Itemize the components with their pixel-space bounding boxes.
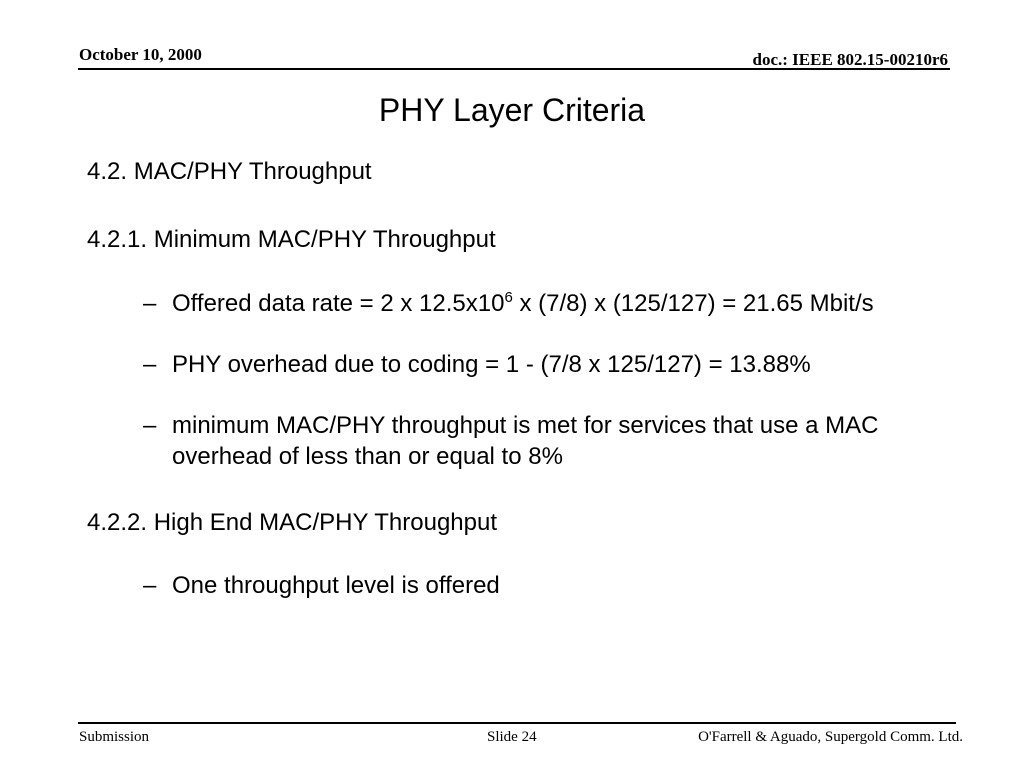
header-date: October 10, 2000 <box>79 45 202 64</box>
bullet-dash: – <box>143 290 157 317</box>
footer-rule <box>78 722 956 724</box>
footer-authors: O'Farrell & Aguado, Supergold Comm. Ltd. <box>698 729 963 745</box>
footer-submission: Submission <box>79 729 150 745</box>
bullet-phy-overhead: PHY overhead due to coding = 1 - (7/8 x 125/127) = 13.88% <box>172 351 811 378</box>
header-rule <box>78 68 950 70</box>
slide-title: PHY Layer Criteria <box>378 92 646 128</box>
bullet-offered-data-rate-rest: x (7/8) x (125/127) = 21.65 Mbit/s <box>512 290 874 317</box>
bullet-offered-data-rate-text: Offered data rate = 2 x 12.5x10 <box>172 290 505 317</box>
bullet-dash: – <box>143 572 157 599</box>
exponent: 6 <box>504 289 513 306</box>
bullet-dash: – <box>143 351 157 378</box>
heading-mac-phy-throughput: 4.2. MAC/PHY Throughput <box>87 158 372 185</box>
bullet-throughput-level: One throughput level is offered <box>172 572 500 599</box>
bullet-offered-data-rate <box>172 288 874 319</box>
bullet-minimum-throughput-line-2: overhead of less than or equal to 8% <box>172 443 563 470</box>
heading-high-end-throughput: 4.2.2. High End MAC/PHY Throughput <box>87 509 498 536</box>
bullet-dash: – <box>143 412 157 439</box>
footer-slide-number: Slide 24 <box>487 729 537 745</box>
heading-minimum-throughput: 4.2.1. Minimum MAC/PHY Throughput <box>87 226 496 253</box>
header-doc-id: doc.: IEEE 802.15-00210r6 <box>752 50 948 69</box>
bullet-minimum-throughput-line-1: minimum MAC/PHY throughput is met for services that use a MAC <box>172 412 879 439</box>
